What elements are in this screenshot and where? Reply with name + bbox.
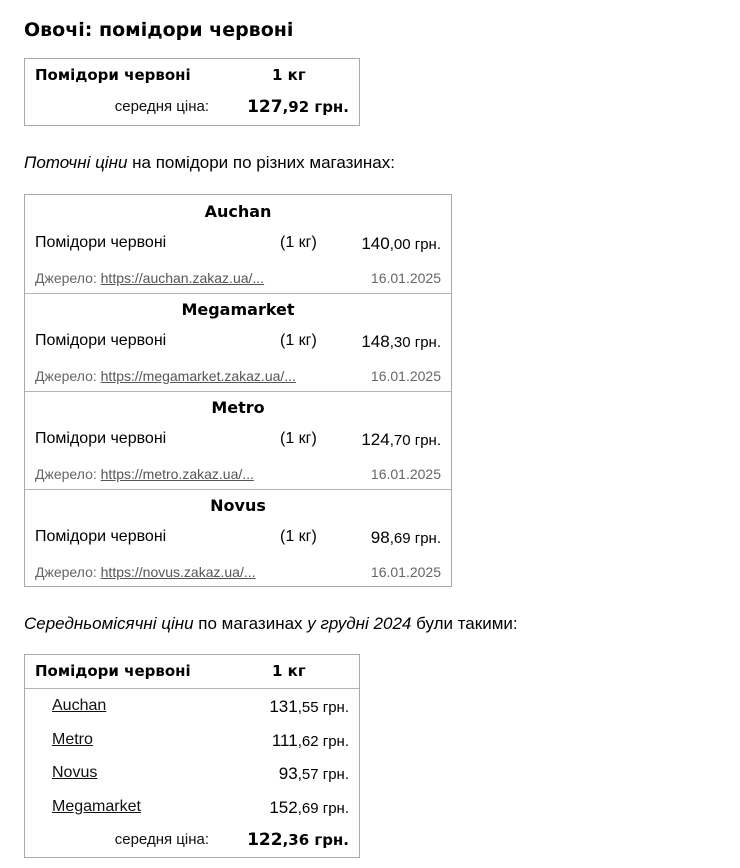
price-int: 152 <box>269 798 298 817</box>
source-label: Джерело: <box>35 466 101 482</box>
intro-period: у грудні 2024 <box>307 614 412 633</box>
page-title: Овочі: помідори червоні <box>24 19 294 41</box>
intro-text-end: були такими: <box>411 614 518 633</box>
price-int: 93 <box>278 764 298 783</box>
store-price <box>371 528 441 548</box>
price-int: 98 <box>370 528 390 547</box>
store-name: Auchan <box>204 202 272 221</box>
intro-emphasis: Поточні ціни <box>24 153 128 172</box>
average-price-int: 122 <box>247 830 283 850</box>
price-int: 140 <box>361 234 390 253</box>
store-card-novus <box>25 489 451 587</box>
store-link-novus[interactable]: Novus <box>52 764 98 781</box>
monthly-row <box>25 723 359 757</box>
summary-price-box <box>24 58 360 126</box>
store-name: Megamarket <box>181 300 295 319</box>
product-name: Помідори червоні <box>35 528 167 545</box>
price-dec: ,62 грн. <box>297 733 349 750</box>
product-name: Помідори червоні <box>35 430 167 447</box>
source-link[interactable]: https://auchan.zakaz.ua/... <box>100 270 265 286</box>
store-card-auchan <box>25 195 451 294</box>
monthly-row <box>25 790 359 824</box>
product-name: Помідори червоні <box>35 662 191 680</box>
source-link[interactable]: https://metro.zakaz.ua/... <box>100 466 254 482</box>
summary-average <box>25 91 359 121</box>
price-dec: ,69 грн. <box>297 800 349 817</box>
source-link[interactable]: https://megamarket.zakaz.ua/... <box>100 368 296 384</box>
monthly-price <box>279 764 349 784</box>
price-dec: ,69 грн. <box>389 530 441 547</box>
source <box>35 466 254 482</box>
average-label: середня ціна: <box>114 831 209 848</box>
monthly-price <box>269 798 349 818</box>
monthly-prices-box <box>24 654 360 858</box>
monthly-prices-intro <box>24 614 518 634</box>
product-name: Помідори червоні <box>35 234 167 251</box>
summary-header <box>25 59 359 89</box>
average-price <box>247 97 349 117</box>
source-label: Джерело: <box>35 270 101 286</box>
source <box>35 564 256 580</box>
price-int: 131 <box>269 697 298 716</box>
source-link[interactable]: https://novus.zakaz.ua/... <box>100 564 256 580</box>
product-qty: (1 кг) <box>280 234 317 251</box>
price-date: 16.01.2025 <box>370 368 441 384</box>
monthly-row <box>25 756 359 790</box>
source-label: Джерело: <box>35 368 101 384</box>
price-int: 148 <box>361 332 390 351</box>
store-link-auchan[interactable]: Auchan <box>52 697 107 714</box>
store-card-megamarket <box>25 293 451 392</box>
price-int: 124 <box>361 430 390 449</box>
monthly-header <box>25 655 359 689</box>
current-prices-intro <box>24 153 395 173</box>
price-int: 111 <box>271 731 298 750</box>
product-name: Помідори червоні <box>35 66 191 84</box>
price-date: 16.01.2025 <box>370 466 441 482</box>
product-unit: 1 кг <box>272 66 306 84</box>
average-price-dec: ,36 грн. <box>282 831 349 849</box>
store-price <box>361 234 441 254</box>
store-link-megamarket[interactable]: Megamarket <box>52 798 141 815</box>
price-date: 16.01.2025 <box>370 270 441 286</box>
product-qty: (1 кг) <box>280 332 317 349</box>
product-unit: 1 кг <box>272 662 306 680</box>
intro-emphasis: Середньомісячні ціни <box>24 614 194 633</box>
intro-text: на помідори по різних магазинах: <box>127 153 395 172</box>
price-dec: ,57 грн. <box>297 766 349 783</box>
source-label: Джерело: <box>35 564 101 580</box>
product-name: Помідори червоні <box>35 332 167 349</box>
product-qty: (1 кг) <box>280 528 317 545</box>
store-prices-list <box>24 194 452 587</box>
store-name: Metro <box>211 398 265 417</box>
monthly-row <box>25 689 359 723</box>
price-dec: ,70 грн. <box>389 432 441 449</box>
average-price-int: 127 <box>247 97 283 117</box>
store-price <box>361 430 441 450</box>
source <box>35 368 296 384</box>
average-price <box>247 830 349 850</box>
intro-text: по магазинах <box>193 614 308 633</box>
price-dec: ,55 грн. <box>297 699 349 716</box>
store-price <box>361 332 441 352</box>
price-dec: ,30 грн. <box>389 334 441 351</box>
average-price-dec: ,92 грн. <box>282 98 349 116</box>
store-card-metro <box>25 391 451 490</box>
store-name: Novus <box>210 496 266 515</box>
store-link-metro[interactable]: Metro <box>52 731 93 748</box>
price-dec: ,00 грн. <box>389 236 441 253</box>
monthly-price <box>269 697 349 717</box>
price-date: 16.01.2025 <box>370 564 441 580</box>
average-label: середня ціна: <box>114 98 209 115</box>
source <box>35 270 264 286</box>
monthly-average <box>25 823 359 857</box>
monthly-price <box>272 731 349 751</box>
product-qty: (1 кг) <box>280 430 317 447</box>
